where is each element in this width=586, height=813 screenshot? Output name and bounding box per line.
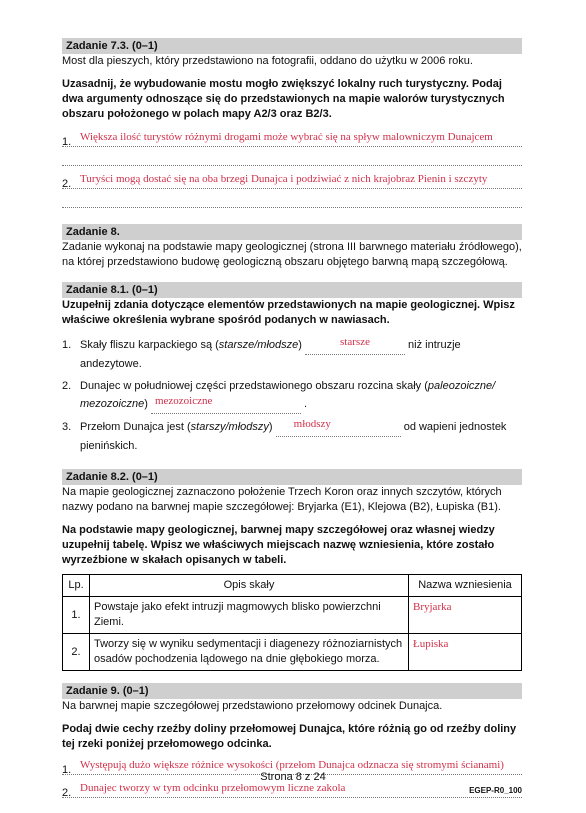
answer-continuation-line[interactable]: [62, 189, 522, 208]
column-header-opis: Opis skały: [90, 575, 409, 597]
answer-line-7-3-2[interactable]: [62, 166, 522, 189]
sentence-number: 2.: [62, 380, 72, 392]
task-8-1-instruction: Uzupełnij zdania dotyczące elementów przedstawionych na mapie geologicznej. Wpisz właściwe określenia wybrane spośród podanych w nawiasach.: [62, 299, 515, 326]
answer-cell[interactable]: Łupiska: [409, 634, 522, 671]
answer-number: 2.: [62, 787, 72, 799]
handwritten-answer: mezozoiczne: [154, 395, 213, 407]
row-description: Tworzy się w wyniku sedymentacji i diagenezy różnoziarnistych osadów pochodzenia lądowego na dnie głębokiego morza.: [90, 634, 409, 671]
handwritten-answer: Dunajec tworzy w tym odcinku przełomowym liczne zakola: [80, 782, 346, 794]
task-8-2-intro: Na mapie geologicznej zaznaczono położenie Trzech Koron oraz innych szczytów, których nazwy podano na barwnej mapie szczegółowej: Bryjarka (E1), Klejowa (B2), Łupiska (B1).: [62, 486, 502, 513]
answer-table: [62, 574, 522, 671]
handwritten-answer: młodszy: [293, 418, 331, 430]
fill-blank-2[interactable]: [151, 395, 301, 414]
sentence-text: ): [298, 339, 305, 351]
sentence-text: Przełom Dunajca jest (: [80, 421, 191, 433]
sentence-text: ): [144, 398, 151, 410]
task-8-intro: Zadanie wykonaj na podstawie mapy geologicznej (strona III barwnego materiału źródłowego), na której przedstawiono budowę geologiczną obszaru objętego barwną mapą szczegółową.: [62, 241, 522, 268]
column-header-lp: Lp.: [63, 575, 90, 597]
handwritten-answer: Występują dużo większe różnice wysokości (przełom Dunajca odznacza się stromymi ścianami): [80, 759, 504, 771]
task-8-2-header: Zadanie 8.2. (0–1): [62, 469, 522, 485]
sentence-8-1-1: [62, 336, 522, 373]
options: starsze/młodsze: [218, 339, 299, 351]
row-description: Powstaje jako efekt intruzji magmowych blisko powierzchni Ziemi.: [90, 597, 409, 634]
task-7-3-intro: Most dla pieszych, który przedstawiono na fotografii, oddano do użytku w 2006 roku.: [62, 55, 473, 67]
sentence-text: Skały fliszu karpackiego są (: [80, 339, 219, 351]
page-number: Strona 8 z 24: [260, 771, 326, 783]
exam-code: EGEP-R0_100: [469, 786, 522, 795]
task-8-2-instruction: Na podstawie mapy geologicznej, barwnej mapy szczegółowej oraz własnej wiedzy uzupełnij tabelę. Wpisz we właściwych miejscach nazwę wzniesienia, które zostało wyrzeźbione w skałach opisanych w tabeli.: [62, 524, 495, 566]
sentence-8-1-3: [62, 418, 522, 455]
handwritten-answer: Większa ilość turystów różnymi drogami może wybrać się na spływ malowniczym Dunajcem: [80, 131, 493, 143]
table-row: [63, 597, 522, 634]
answer-number: 1.: [62, 136, 72, 148]
options: starszy/młodszy: [190, 421, 269, 433]
task-8-1-header: Zadanie 8.1. (0–1): [62, 282, 522, 298]
task-9-header: Zadanie 9. (0–1): [62, 683, 522, 699]
answer-cell[interactable]: Bryjarka: [409, 597, 522, 634]
fill-blank-3[interactable]: [276, 418, 401, 437]
answer-number: 1.: [62, 764, 72, 776]
sentence-text: Dunajec w południowej części przedstawionego obszaru rozcina skały (: [80, 380, 428, 392]
sentence-number: 3.: [62, 421, 72, 433]
row-number: 1.: [63, 597, 90, 634]
options: paleozoiczne/ mezozoiczne: [80, 380, 496, 410]
answer-line-7-3-1[interactable]: [62, 124, 522, 147]
task-9-intro: Na barwnej mapie szczegółowej przedstawiono przełomowy odcinek Dunajca.: [62, 700, 443, 712]
row-number: 2.: [63, 634, 90, 671]
task-7-3-header: Zadanie 7.3. (0–1): [62, 38, 522, 54]
table-row: [63, 634, 522, 671]
sentence-text: .: [300, 398, 308, 410]
sentence-text: od wapieni jednostek pienińskich.: [80, 421, 507, 452]
task-9-instruction: Podaj dwie cechy rzeźby doliny przełomowej Dunajca, które różnią go od rzeźby doliny tej rzeki poniżej przełomowego odcinka.: [62, 723, 517, 750]
answer-continuation-line[interactable]: [62, 147, 522, 166]
handwritten-answer: Turyści mogą dostać się na oba brzegi Dunajca i podziwiać z nich krajobraz Pienin i szczyty: [80, 173, 488, 185]
sentence-text: ): [268, 421, 276, 433]
table-header-row: [63, 575, 522, 597]
task-8-header: Zadanie 8.: [62, 224, 522, 240]
sentence-text: niż intruzje andezytowe.: [80, 339, 461, 370]
answer-number: 2.: [62, 178, 72, 190]
task-7-3-instruction: Uzasadnij, że wybudowanie mostu mogło zwiększyć lokalny ruch turystyczny. Podaj dwa argumenty odnoszące się do przedstawionych na mapie walorów turystycznych obszaru położonego w polach mapy A2/3 oraz B2/3.: [62, 78, 505, 120]
sentence-number: 1.: [62, 339, 72, 351]
exam-page: [62, 38, 522, 798]
column-header-nazwa: Nazwa wzniesienia: [409, 575, 522, 597]
fill-blank-1[interactable]: [305, 336, 405, 355]
handwritten-answer: starsze: [340, 336, 370, 348]
sentence-8-1-2: [62, 377, 522, 414]
